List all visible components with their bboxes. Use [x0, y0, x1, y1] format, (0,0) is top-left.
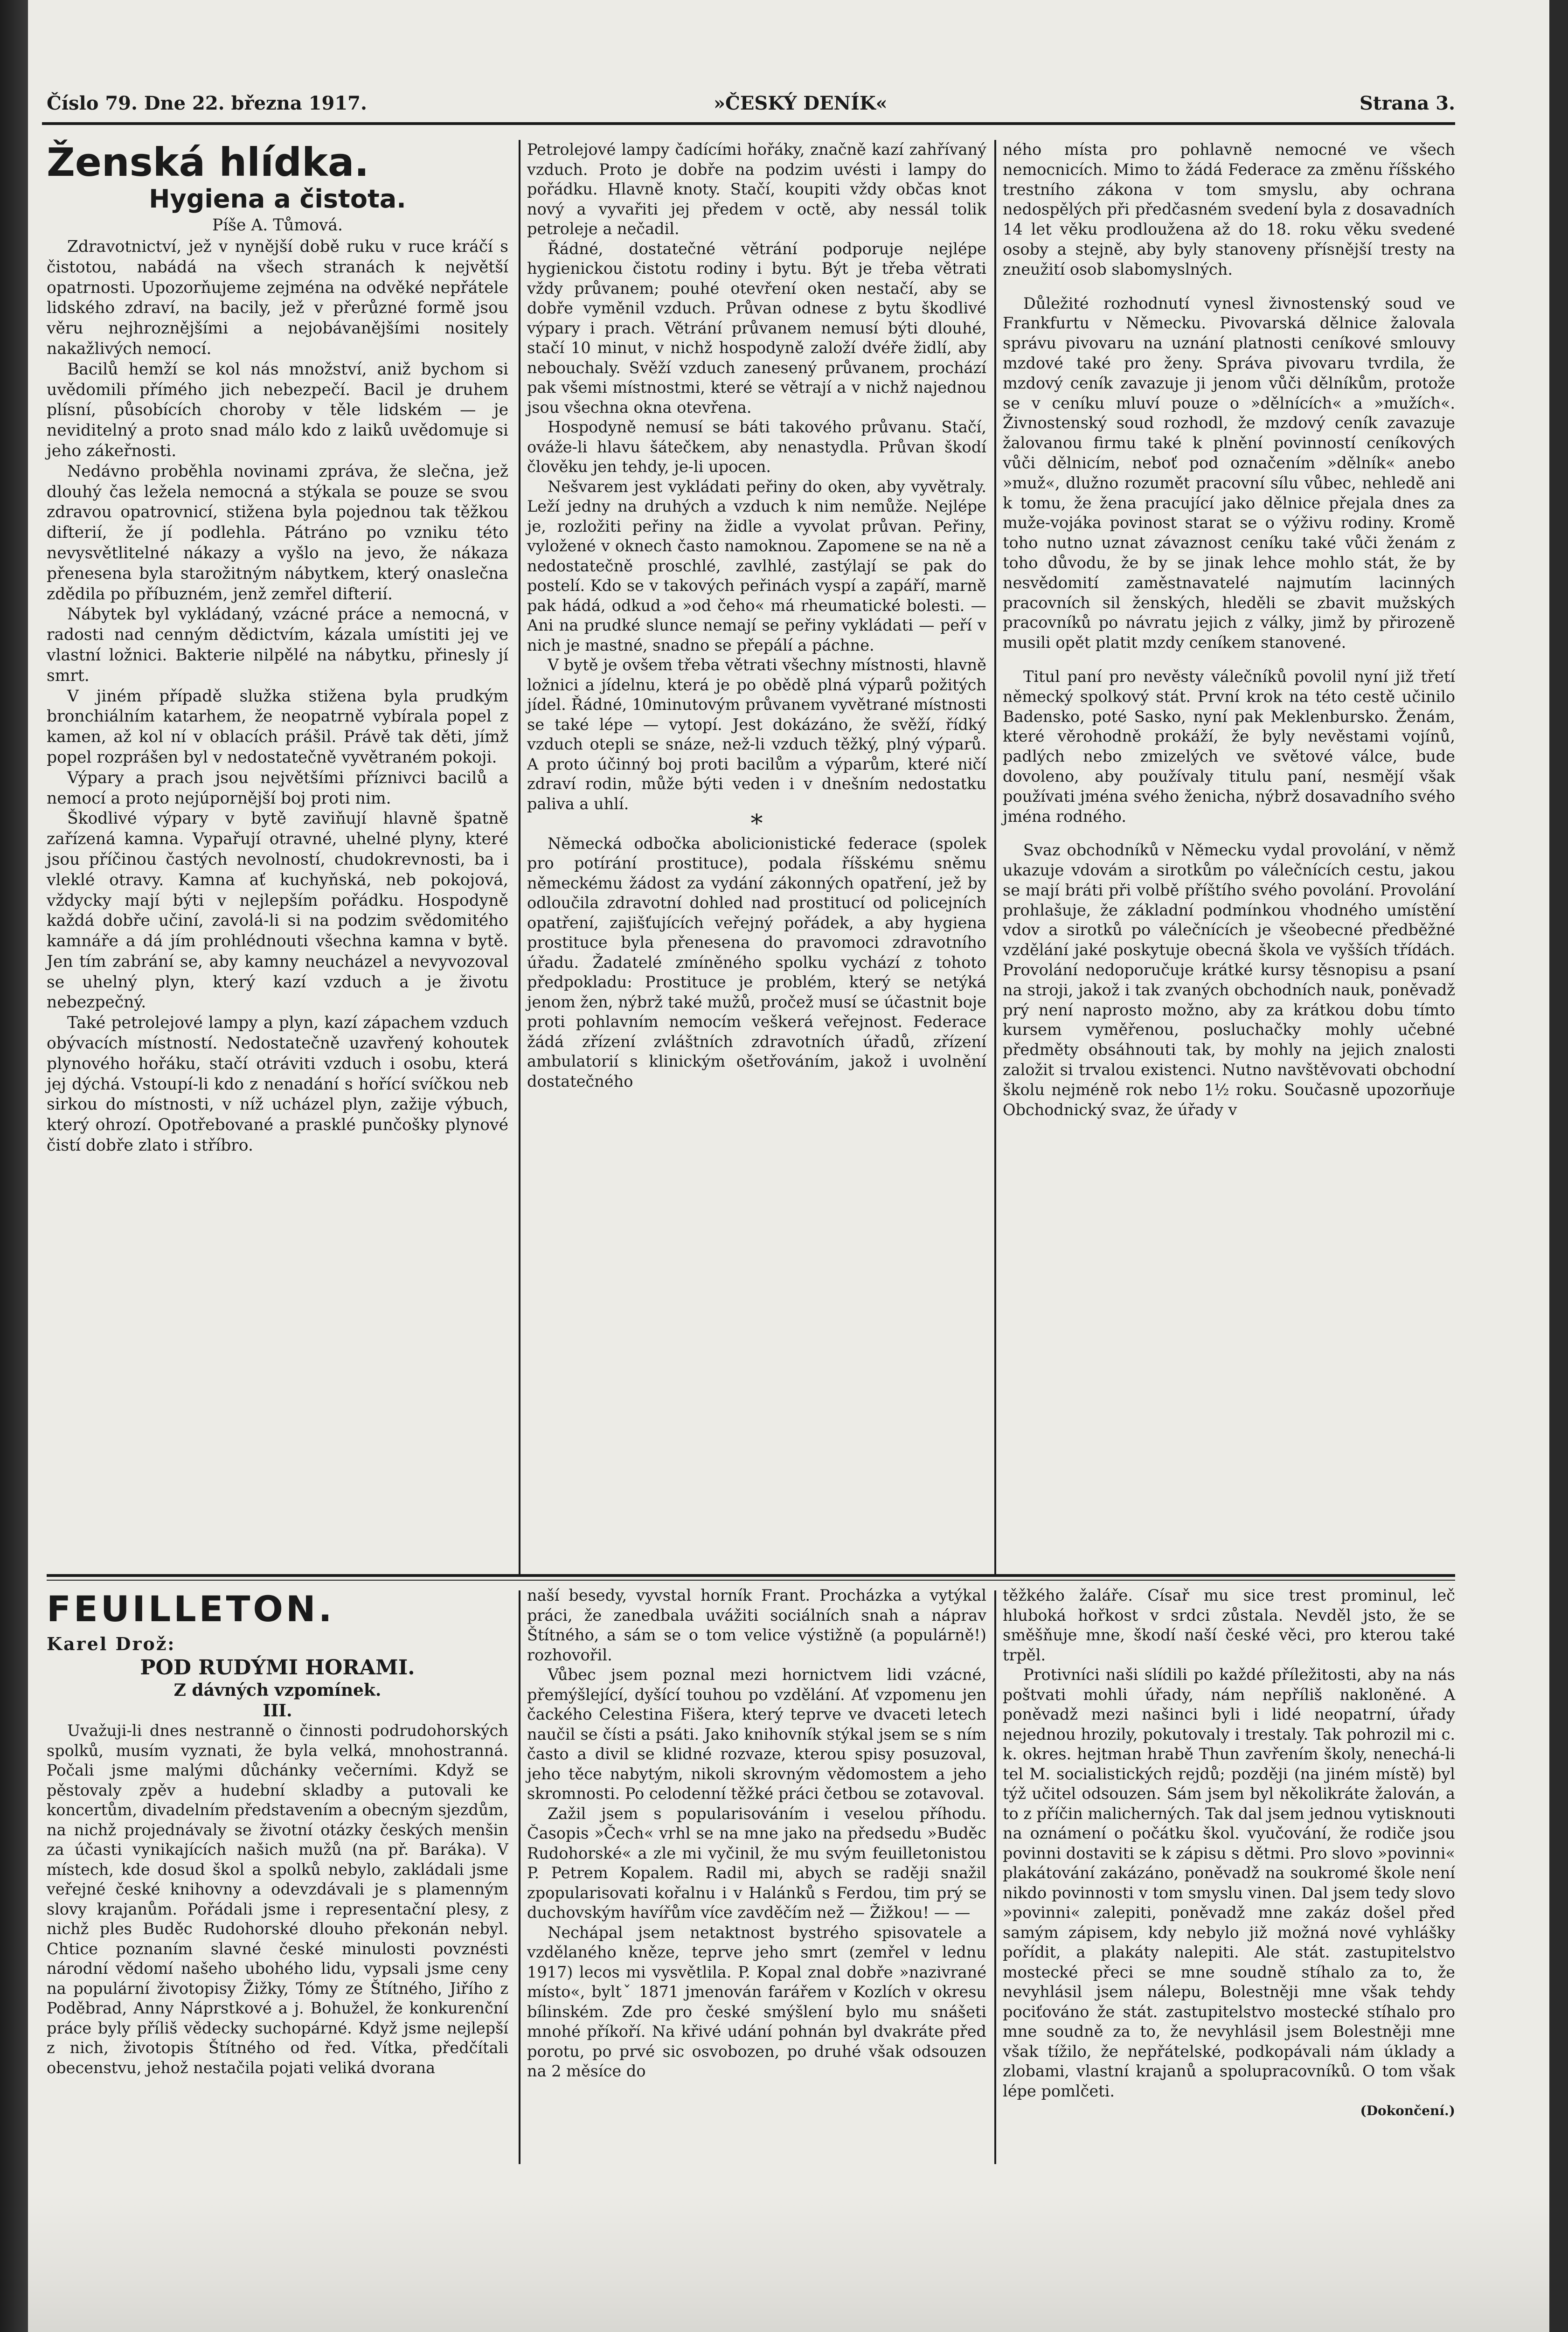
paragraph: Nechápal jsem netaktnost bystrého spisovatele a vzdělaného kněze, teprve jeho smrt (zemřel v lednu 1917) lecos mi vysvětlila. P. Kopal znal dobře »nazivrané místo«, byltˇ 1871 jmenován farářem v Kozlích v okresu bílinském. Zde pro české smýšlení bylo mu snášeti mnohé příkoří. Na křivé udání pohnán byl dvakráte před porotu, po prvé sic osvobozen, po druhé však odsouzen na 2 měsíce do [527, 1923, 986, 2080]
paragraph: ného místa pro pohlavně nemocné ve všech nemocnicích. Mimo to žádá Federace za změnu říšského trestního zákona v tom smyslu, aby ochrana nedospělých při předčasném svedení byla z dosavadních 14 let věku prodloužena až do 18. roku věku svedené osoby a stejně, aby byly stanoveny přísnější tresty na zneužití osob slabomyslných. [1003, 140, 1455, 278]
column-rule-1 [519, 140, 520, 1576]
paragraph: těžkého žaláře. Císař mu sice trest prominul, leč hluboká hořkost v srdci zůstala. Nevděl jsto, že se směšňuje mne, škodí naší české věci, pro kterou také trpěl. [1003, 1586, 1455, 1664]
paragraph: Titul paní pro nevěsty válečníků povolil nyní již třetí německý spolkový stát. První krok na této cestě učinilo Badensko, poté Sasko, nyní pak Meklenbursko. Ženám, které věrohodně prokáží, že byly nevěstami vojínů, padlých nebo zmizelých ve světové válce, bude dovoleno, aby používaly titulu paní, nesmějí však používati jména svého ženicha, nýbrž dosavadního svého jména rodného. [1003, 667, 1455, 826]
article-title: Hygiena a čistota. [149, 184, 406, 214]
feuilleton-column-2 [527, 1586, 986, 2082]
paragraph: Uvažuji-li dnes nestranně o činnosti podrudohorských spolků, musím vyznati, že byla velká, mnohostranná. Počali jsme malými důchánky večerními. Když se pěstovaly zpěv a hudební skladby a putovali ke koncertům, divadelním představením a obecným sjezdům, na nichž projednávaly se životní otázky českých menšin za účasti vynikajících našich mužů (na př. Baráka). V místech, kde dosud škol a spolků nebylo, zakládali jsme veřejné české knihovny a odevzdávali je s plamenným slovy krajanům. Pořádali jsme i representační plesy, z nichž ples Buděc Rudohorské dlouho překonán nebyl. Chtice poznaním slavné české minulosti povznésti národní vědomí našeho ubohého lidu, vypsali jsme ceny na populární životopisy Žižky, Tómy ze Štítného, Jiřího z Poděbrad, Anny Náprstkové a j. Bohužel, že konkurenční práce byly příliš vědecky suchopárné. Když jsme nejlepší z nich, životopis Štítného od řed. Vítka, předčítali obecenstvu, jehož nestačila pojati veliká dvorana [47, 1721, 508, 2077]
feuilleton-column-1 [47, 1586, 508, 2078]
paragraph: Petrolejové lampy čadícími hořáky, značně kazí zahřívaný vzduch. Proto je dobře na podzim uvésti i lampy do pořádku. Hlavně knoty. Stačí, koupiti vždy občas knot nový a vyvařiti jej předem v octě, aby nessál tolik petroleje a nečadil. [527, 140, 986, 238]
column-rule-2 [994, 140, 996, 1576]
paragraph: Zdravotnictví, jež v nynější době ruku v ruce kráčí s čistotou, nabádá na všech stranách k největší opatrnosti. Upozorňujeme zejména na odvěké nepřátele lidského zdraví, na bacily, jež v přerůzné formě jsou věru nejhroznějšími a nejobávanějšími nositely nakažlivých nemocí. [47, 237, 508, 358]
paragraph: Protivníci naši slídili po každé příležitosti, aby na nás poštvati mohli úřady, nám nepříliš nakloněné. A poněvadž mezi našinci byli i lidé neopatrní, úřady nejednou hrozily, pokutovaly i trestaly. Tak pohrozil mi c. k. okres. hejtman hrabě Thun zavřením školy, nenechá-li tel M. socialistických rejdů; později (na jiném místě) byl týž učitel odsouzen. Sám jsem byl několikráte žalován, a to z příčin malicherných. Tak dal jsem jednou vytisknouti na oznámení o počátku škol. vyučování, že rodiče jsou povinni dostaviti se k zápisu s dětmi. Pro slovo »povinni« plakátování zakázáno, poněvadž na soukromé škole není nikdo povinnosti v tom smyslu vinen. Dal jsem tedy slovo »povinni« zalepiti, poněvadž mne zakáz došel před samým zápisem, kdy nebylo již možná nové vyhlášky pořídit, a plakáty nalepiti. Ale stát. zastupitelstvo mostecké přeci se mne soudně stíhalo za to, že nevyhlásil jsem nálepu, Bolestněji mne však tehdy pociťováno že stát. zastupitelstvo mostecké stíhalo pro mne soudně za to, že nevyhlásil jsem Bolestněji mne však tížilo, že nepřátelské, podkopávali nám úklady a zlobami, vlastní krajanů a spolupracovníků. O tom však lépe pomlčeti. [1003, 1666, 1455, 2100]
article-byline: Píše A. Tůmová. [212, 216, 343, 235]
paragraph: Vůbec jsem poznal mezi hornictvem lidi vzácné, přemýšlející, dyšící touhou po vzdělání. Ať vzpomenu jen čackého Celestina Fišera, který teprve ve dvaceti letech naučil se čísti a psáti. Jako knihovník stýkal jsem se s ním často a divil se klidné rozvaze, kterou spisy posuzoval, jeho těce nabytým, nikoli skrovným vědomostem a jeho skromnosti. Po celodenní těžké práci četbou se zotavoval. [527, 1666, 986, 1803]
paragraph: Zažil jsem s popularisováním i veselou příhodu. Časopis »Čech« vrhl se na mne jako na předsedu »Buděc Rudohorské« a zle mi vyčinil, že mu svým feuilletonistou P. Petrem Kopalem. Radil mi, abych se raději snažil zpopularisovati kořalnu i v Halánků s Ferdou, tim prý se duchovským havířům více zavděčím než — Žižkou! — — [527, 1804, 986, 1922]
zenska-hlidka-column [47, 140, 508, 1156]
paragraph: V jiném případě služka stižena byla prudkým bronchiálním katarhem, že neopatrně vybírala popel z kamen, až kol ní v oblacích prášil. Právě tak děti, jímž popel rozprášen byl v nedostatečně vyvětraném pokoji. [47, 687, 508, 767]
paragraph: Německá odbočka abolicionistické federace (spolek pro potírání prostituce), podala říšskému sněmu německému žádost za vydání zákonných opatření, jež by odloučila zdravotní dohled nad prostitucí od policejních opatření, zajišťujících veřejný pořádek, a aby hygiena prostituce byla přenesena do pravomoci zdravotního úřadu. Žadatelé zmíněného spolku vychází z tohoto předpokladu: Prostituce je problém, který se netýká jenom žen, nýbrž také mužů, pročež musí se účastnit boje proti pohlavním nemocím veškerá veřejnost. Federace žádá zřízení zvláštních zdravotních úřadů, zřízení ambulatorií s klinickým ošetřováním, jakož i uvolnění dostatečného [527, 834, 986, 1090]
feuilleton-rule [47, 1574, 1455, 1577]
newspaper-name: »ČESKÝ DENÍK« [714, 92, 888, 114]
feuilleton-column-3 [1003, 1586, 1455, 2121]
paragraph: Nábytek byl vykládaný, vzácné práce a nemocná, v radosti nad cenným dědictvím, kázala umístiti jej ve vlastní ložnici. Bakterie nilpělé na nábytku, přinesly jí smrt. [47, 605, 508, 685]
paragraph: Nedávno proběhla novinami zpráva, že slečna, jež dlouhý čas ležela nemocná a stýkala se pouze se svou zdravou opatrovnicí, stižena byla pojednou tak těžkou difterií, že jí podlehla. Pátráno po vzniku této nevysvětlitelné nákazy a vyšlo na jevo, že nákaza přenesena byla starožitným nábytkem, který onaslečna zdědila po příbuzném, jenž zemřel difterií. [47, 462, 508, 604]
paragraph: Řádné, dostatečné větrání podporuje nejlépe hygienickou čistotu rodiny i bytu. Být je třeba větrati vždy průvanem; pouhé otevření oken nestačí, aby se dobře vyměnil vzduch. Průvan odnese z bytu škodlivé výpary i prach. Větrání průvanem nemusí býti dlouhé, stačí 10 minut, v nichž hospodyně založí dvéře židlí, aby nebouchaly. Svěží vzduch zanesený průvanem, prochází pak všemi místnostmi, které se větrají a v nichž najednou jsou všechna okna otevřena. [527, 239, 986, 416]
column-rule-3 [519, 1590, 520, 2164]
header-rule [42, 122, 1455, 125]
paragraph: Bacilů hemží se kol nás množství, aniž bychom si uvědomili přímého jich nebezpečí. Bacil je druhem plísní, působících choroby v těle lidském — je neviditelný a proto snad málo kdo z laiků uvědomuje si jeho zákeřnosti. [47, 360, 508, 460]
paragraph: Důležité rozhodnutí vynesl živnostenský soud ve Frankfurtu v Německu. Pivovarská dělnice žalovala správu pivovaru na uznání platnosti ceníkové smlouvy mzdové také pro ženy. Správa pivovaru tvrdila, že mzdový ceník zavazuje ji jenom vůči dělníkům, protože se v ceníku mluví pouze o »dělnících« a »mužích«. Živnostenský soud rozhodl, že mzdový ceník zavazuje žalovanou firmu také k plnění povinností ceníkových vůči dělnicím, neboť pod označením »dělník« anebo »muž«, dlužno rozumět pracovní sílu vůbec, nehledě ani k tomu, že žena pracující jako dělnice přejala dnes za muže-vojáka povinost starat se o výživu rodiny. Kromě toho nutno uznat závaznost ceníku také vůči ženám z toho důvodu, že by se jinak lehce mohlo stát, že by nesvědomití zaměstnavatelé najmutím lacinných pracovních sil ženských, hleděli se zbavit mužských pracovníků po návratu jejich z války, jimž by přirozeně musili opět platit mzdy ceníkem stanovené. [1003, 294, 1455, 652]
section-title: Ženská hlídka. [47, 139, 369, 185]
feuilleton-part: III. [263, 1701, 292, 1721]
page-header [42, 89, 1455, 124]
feuilleton-heading: FEUILLETON. [47, 1588, 335, 1630]
paragraph: Také petrolejové lampy a plyn, kazí zápachem vzduch obývacích místností. Nedostatečně uzavřený kohoutek plynového hořáku, stačí otráviti vzduch i osobu, která jej dýchá. Vstoupí-li kdo z nenadání s hořící svíčkou neb sirkou do místnosti, v níž ucházel plyn, zažije výbuch, který ohrozí. Opotřebované a prasklé punčošky plynové čistí dobře zlato i stříbro. [47, 1013, 508, 1155]
paragraph: V bytě je ovšem třeba větrati všechny místnosti, hlavně ložnici a jídelnu, která je po obědě plná výparů požitých jídel. Řádné, 10minutovým průvanem vyvětrané místnosti se také lépe — vytopí. Jest dokázáno, že svěží, řídký vzduch otepli se snáze, než-li vzduch těžký, plný výparů. A proto účinný boj proti bacilům a výparům, které ničí zdraví rodin, může býti veden i v dnešním nedostatku paliva a uhlí. [527, 656, 986, 813]
section-separator: * [750, 810, 763, 838]
hygiene-continuation-column [527, 140, 986, 1091]
paragraph: Svaz obchodníků v Německu vydal provolání, v němž ukazuje vdovám a sirotkům po válečnících cestu, jakou se mají bráti při volbě příštího svého povolání. Provolání prohlašuje, že základní podmínkou vhodného umístění vdov a sirotků po válečnících je všeobecné předběžné vzdělání jaké poskytuje obecná škola ve vyšších třídách. Provolání nedoporučuje krátké kursy těsnopisu a psaní na stroji, jakož i tak zvaných obchodních nauk, poněvadž prý není naprosto možno, aby za krátkou dobu tímto kursem vyměřenou, posluchačky mohly učebné předměty obsáhnouti tak, by mohly na jejich znalosti založit si trvalou existenci. Nutno navštěvovati obchodní školu nejméně rok nebo 1½ roku. Současně upozorňuje Obchodnický svaz, že úřady v [1003, 841, 1455, 1119]
feuilleton-title: POD RUDÝMI HORAMI. [140, 1656, 415, 1680]
scan-left-edge [0, 0, 28, 2332]
issue-date: Číslo 79. Dne 22. března 1917. [47, 92, 367, 114]
news-column [1003, 140, 1455, 1120]
paragraph: Výpary a prach jsou největšími příznivci bacilů a nemocí a proto nejúpornější boj proti nim. [47, 768, 508, 808]
paragraph: naší besedy, vyvstal horník Frant. Procházka a vytýkal práci, že zanedbala uvážiti sociálních snah a náprav Štítného, a sám se o tom velice výstižně (a populárně!) rozhovořil. [527, 1586, 986, 1664]
feuilleton-author: Karel Drož: [47, 1633, 176, 1654]
paragraph: Škodlivé výpary v bytě zaviňují hlavně špatně zařízená kamna. Vypařují otravné, uhelné plyny, které jsou příčinou častých nevolností, chudokrevnosti, ba i vleklé otravy. Kamna ať kuchyňská, neb pokojová, vždycky mají býti v nejlepším pořádku. Hospodyně každá dobře učiní, zavolá-li si na podzim svědomitého kamnáře a dá jím prohlédnouti všechna kamna v bytě. Jen tím zabrání se, aby kamny neucházel a nevyvozoval se uhelný plyn, který kazí vzduch a je životu nebezpečný. [47, 809, 508, 1012]
paragraph: Hospodyně nemusí se báti takového průvanu. Stačí, ováže-li hlavu šátečkem, aby nenastydla. Průvan škodí člověku jen tehdy, je-li upocen. [527, 418, 986, 476]
paragraph: Nešvarem jest vykládati peřiny do oken, aby vyvětraly. Leží jedny na druhých a vzduch k nim nemůže. Nejlépe je, rozložiti peřiny na židle a vyvolat průvan. Peřiny, vyložené v oknech často namoknou. Zapomene se na ně a nedostatečně proschlé, zavlhlé, zastýlají se pak do postelí. Kdo se v takových peřinách vyspí a zapáří, marně pak hádá, odkud a »od čeho« má rheumatické bolesti. — Ani na prudké slunce nemají se peřiny vykládati — peří v nich je mastné, snadno se přepálí a páchne. [527, 477, 986, 654]
column-rule-4 [994, 1590, 996, 2164]
to-be-continued: (Dokončení.) [1360, 2103, 1455, 2118]
page-number: Strana 3. [1359, 92, 1455, 114]
feuilleton-rule-thin [47, 1580, 1455, 1581]
paper-bottom-shade [28, 2194, 1549, 2332]
feuilleton-subtitle: Z dávných vzpomínek. [173, 1680, 382, 1700]
